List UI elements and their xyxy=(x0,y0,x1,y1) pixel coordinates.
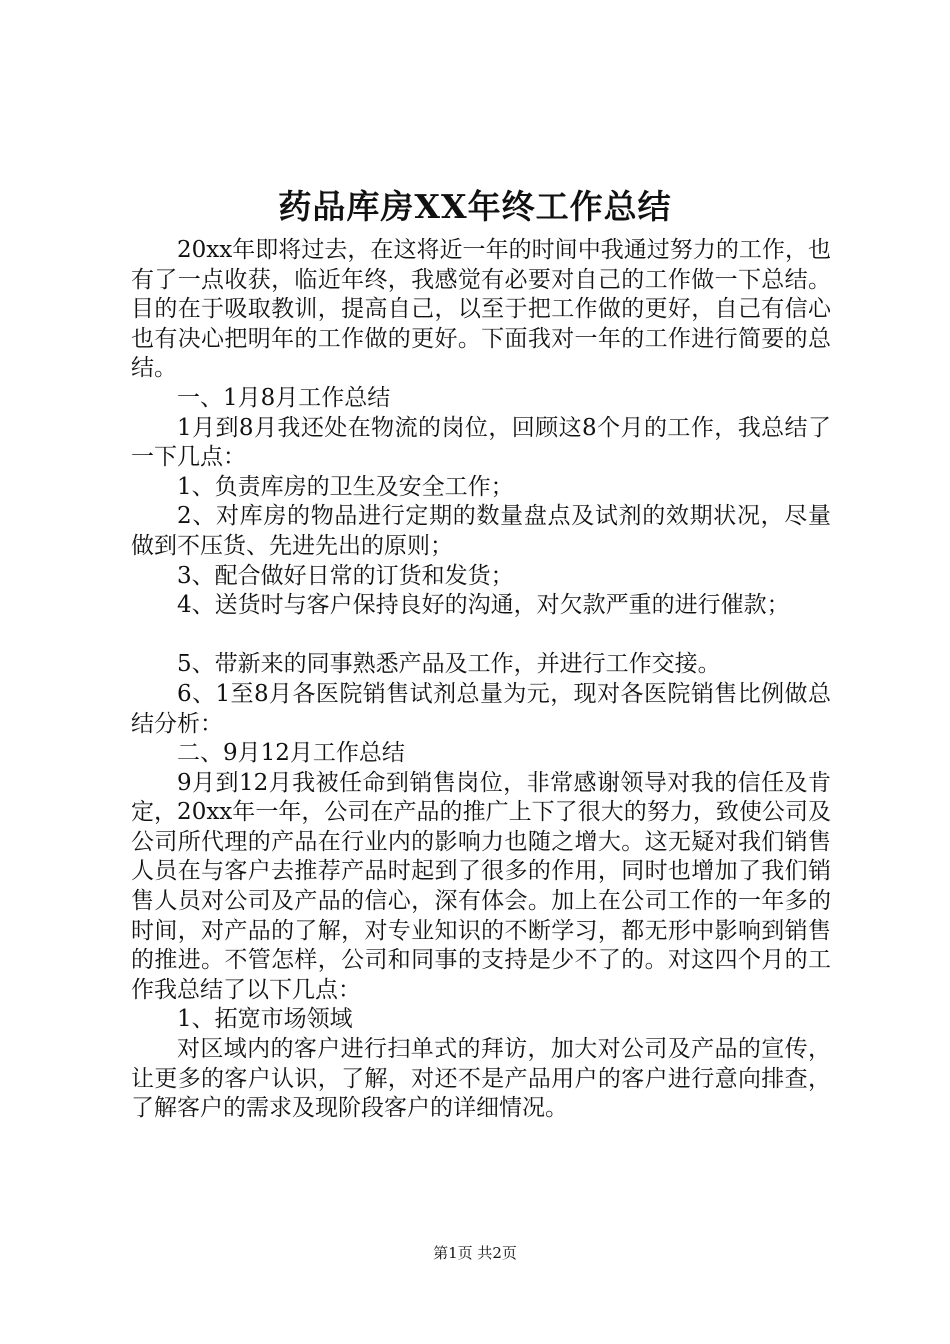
section-heading-2: 二、9月12月工作总结 xyxy=(177,740,405,767)
subsection-paragraph: 对区域内的客户进行扫单式的拜访，加大对公司及产品的宣传，让更多的客户认识，了解，对还不是产品用户的客户进行意向排查，了解客户的需求及现阶段客户的详细情况。 xyxy=(131,1036,831,1122)
list-item: 1、负责库房的卫生及安全工作； xyxy=(177,473,514,500)
section-heading-1: 一、1月8月工作总结 xyxy=(177,384,391,411)
list-item: 6、1至8月各医院销售试剂总量为元，现对各医院销售比例做总结分析： xyxy=(131,680,831,737)
subsection-heading: 1、拓宽市场领域 xyxy=(177,1006,353,1033)
list-item: 2、对库房的物品进行定期的数量盘点及试剂的效期状况，尽量做到不压货、先进先出的原则； xyxy=(131,503,831,559)
list-item: 3、配合做好日常的订货和发货； xyxy=(177,562,514,589)
intro-paragraph: 20xx年即将过去，在这将近一年的时间中我通过努力的工作，也有了一点收获，临近年终，我感觉有必要对自己的工作做一下总结。目的在于吸取教训，提高自己，以至于把工作做的更好，自己有信心也有决心把明年的工作做的更好。下面我对一年的工作进行简要的总结。 xyxy=(131,237,831,382)
document-title: 药品库房XX年终工作总结 xyxy=(278,187,672,226)
section-1-intro: 1月到8月我还处在物流的岗位，回顾这8个月的工作，我总结了一下几点： xyxy=(131,414,831,471)
page-number-footer: 第1页 共2页 xyxy=(433,1244,517,1262)
list-item: 5、带新来的同事熟悉产品及工作，并进行工作交接。 xyxy=(177,651,721,678)
document-body xyxy=(131,236,831,1124)
list-item: 4、送货时与客户保持良好的沟通，对欠款严重的进行催款； xyxy=(177,592,790,619)
section-2-paragraph: 9月到12月我被任命到销售岗位，非常感谢领导对我的信任及肯定，20xx年一年，公司在产品的推广上下了很大的努力，致使公司及公司所代理的产品在行业内的影响力也随之增大。这无疑对我们销售人员在与客户去推荐产品时起到了很多的作用，同时也增加了我们销售人员对公司及产品的信心，深有体会。加上在公司工作的一年多的时间，对产品的了解，对专业知识的不断学习，都无形中影响到销售的推进。不管怎样，公司和同事的支持是少不了的。对这四个月的工作我总结了以下几点： xyxy=(131,769,831,1003)
